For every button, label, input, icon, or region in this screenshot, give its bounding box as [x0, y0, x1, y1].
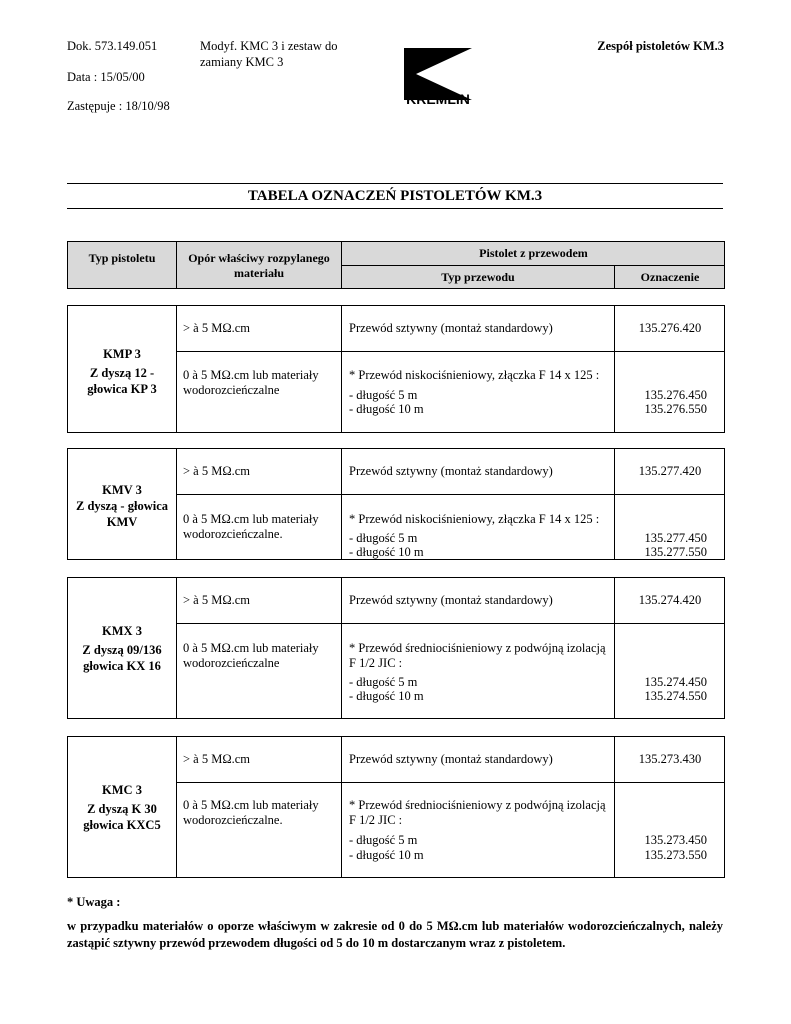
kremlin-logo-text: KREMLIN: [406, 91, 470, 107]
header-divider-h: [341, 265, 725, 266]
hose-length-10m: - długość 10 m: [349, 402, 424, 416]
code-5m: 135.274.450: [644, 675, 707, 689]
page-title: TABELA OZNACZEŃ PISTOLETÓW KM.3: [247, 188, 543, 204]
block2-divider-2: [341, 448, 342, 560]
hose-length-5m: - długość 5 m: [349, 675, 418, 689]
gun-type-cell: [68, 623, 176, 674]
code-rigid: 135.273.430: [638, 752, 702, 766]
block1-divider-2: [341, 305, 342, 433]
code-10m: 135.273.550: [644, 848, 707, 862]
block3-divider-1: [176, 577, 177, 719]
gun-nozzle: Z dyszą 12 -: [89, 366, 155, 380]
resistance-high: > à 5 MΩ.cm: [183, 593, 251, 607]
hose-flexible: * Przewód średniociśnieniowy z podwójną izolacją F 1/2 JIC :: [349, 798, 606, 827]
gun-head: głowica KP 3: [87, 382, 157, 396]
hose-rigid: Przewód sztywny (montaż standardowy): [349, 321, 553, 335]
gun-type-cell: [68, 346, 176, 397]
doc-date: Data : 15/05/00: [67, 70, 145, 84]
gun-model: KMX 3: [102, 624, 142, 638]
gun-nozzle: Z dyszą 09/136: [82, 643, 162, 657]
title-top-rule: [67, 183, 723, 184]
resistance-high: > à 5 MΩ.cm: [183, 752, 251, 766]
resistance-high: > à 5 MΩ.cm: [183, 464, 251, 478]
header-resistance: Opór właściwy rozpylanego materiału: [188, 251, 330, 280]
code-5m: 135.276.450: [644, 388, 707, 402]
gun-model: KMC 3: [102, 783, 142, 797]
code-10m: 135.277.550: [644, 545, 707, 559]
block4-divider-h: [176, 782, 725, 783]
block2-divider-h: [176, 494, 725, 495]
hose-length-10m: - długość 10 m: [349, 689, 424, 703]
code-rigid: 135.274.420: [638, 593, 702, 607]
gun-nozzle: Z dyszą - głowica: [75, 499, 168, 513]
code-rigid: 135.276.420: [638, 321, 702, 335]
code-10m: 135.274.550: [644, 689, 707, 703]
code-5m: 135.277.450: [644, 531, 707, 545]
note-body: w przypadku materiałów o oporze właściwym w zakresie od 0 do 5 MΩ.cm lub materiałów wodorozcieńczalnych, należy zastąpić sztywny przewód przewodem długości od 5 do 10 m dostarczanym wraz z pistoletem.: [67, 919, 723, 950]
hose-flexible: * Przewód niskociśnieniowy, złączka F 14 x 125 :: [349, 368, 600, 382]
block3-divider-2: [341, 577, 342, 719]
hose-flexible: * Przewód średniociśnieniowy z podwójną izolacją F 1/2 JIC :: [349, 641, 606, 670]
hose-rigid: Przewód sztywny (montaż standardowy): [349, 752, 553, 766]
resistance-low: 0 à 5 MΩ.cm lub materiały wodorozcieńczalne.: [183, 798, 319, 827]
hose-length-10m: - długość 10 m: [349, 545, 424, 559]
hose-rigid: Przewód sztywny (montaż standardowy): [349, 464, 553, 478]
header-divider-1: [176, 241, 177, 289]
hose-rigid: Przewód sztywny (montaż standardowy): [349, 593, 553, 607]
hose-length-5m: - długość 5 m: [349, 531, 418, 545]
code-10m: 135.276.550: [644, 402, 707, 416]
gun-head: głowica KX 16: [83, 659, 161, 673]
resistance-high: > à 5 MΩ.cm: [183, 321, 251, 335]
doc-number: Dok. 573.149.051: [67, 39, 158, 53]
header-gun-type: Typ pistoletu: [88, 251, 156, 265]
header-code: Oznaczenie: [640, 270, 700, 284]
block4-divider-2: [341, 736, 342, 878]
hose-flexible: * Przewód niskociśnieniowy, złączka F 14 x 125 :: [349, 512, 600, 526]
header-hose-type: Typ przewodu: [441, 270, 515, 284]
gun-nozzle: Z dyszą K 30: [87, 802, 157, 816]
gun-model: KMV 3: [102, 483, 142, 497]
hose-length-5m: - długość 5 m: [349, 833, 418, 847]
resistance-low: 0 à 5 MΩ.cm lub materiały wodorozcieńczalne: [183, 641, 319, 670]
gun-head: KMV: [106, 515, 138, 529]
code-rigid: 135.277.420: [638, 464, 702, 478]
block4-divider-1: [176, 736, 177, 878]
hose-length-5m: - długość 5 m: [349, 388, 418, 402]
note-title: * Uwaga :: [67, 895, 121, 909]
block3-divider-h: [176, 623, 725, 624]
block1-divider-h: [176, 351, 725, 352]
gun-type-cell: [68, 482, 176, 530]
block1-divider-1: [176, 305, 177, 433]
header-right-title: Zespół pistoletów KM.3: [597, 39, 724, 53]
block2-divider-1: [176, 448, 177, 560]
modification-note: Modyf. KMC 3 i zestaw do zamiany KMC 3: [200, 39, 338, 69]
gun-model: KMP 3: [103, 347, 141, 361]
header-gun-group: Pistolet z przewodem: [479, 246, 588, 260]
gun-type-cell: [68, 782, 176, 833]
hose-length-10m: - długość 10 m: [349, 848, 424, 862]
code-5m: 135.273.450: [644, 833, 707, 847]
resistance-low: 0 à 5 MΩ.cm lub materiały wodorozcieńczalne: [183, 368, 319, 397]
gun-head: głowica KXC5: [83, 818, 161, 832]
resistance-low: 0 à 5 MΩ.cm lub materiały wodorozcieńczalne.: [183, 512, 319, 541]
replaces-date: Zastępuje : 18/10/98: [67, 99, 170, 113]
title-bottom-rule: [67, 208, 723, 209]
